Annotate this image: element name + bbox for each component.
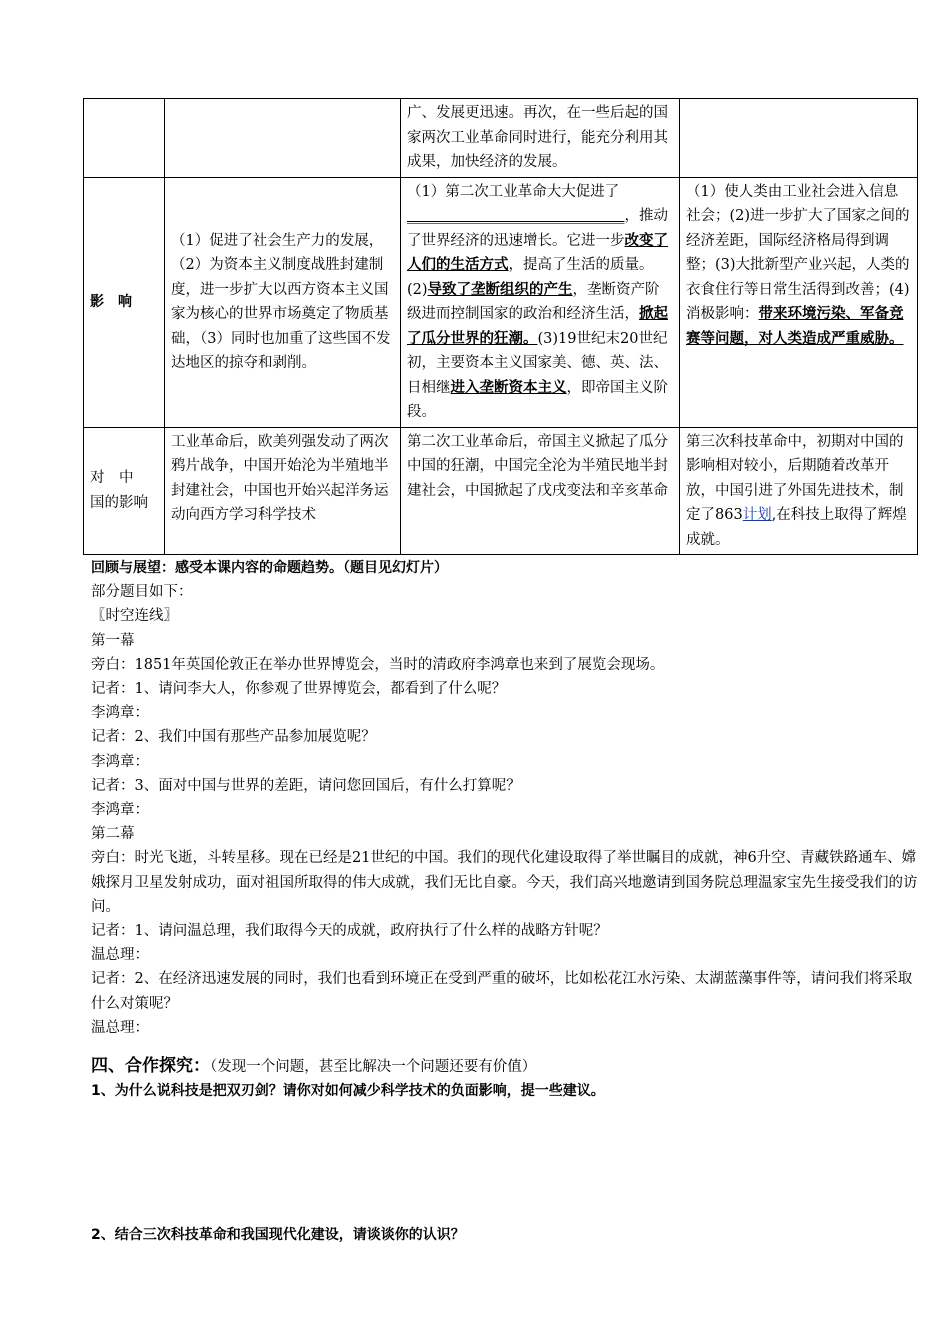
cell-text: ,在科技上取得了辉煌成就。 bbox=[686, 507, 907, 548]
table-cell bbox=[680, 427, 918, 555]
underlined-text: 导致了垄断组织的产生 bbox=[427, 280, 573, 298]
cell-text: (3)19世纪末20世纪初，主要资本主义国家美、德、英、法、日相继 bbox=[407, 330, 668, 396]
comparison-table bbox=[83, 98, 918, 555]
underlined-text: 进入垄断资本主义 bbox=[450, 378, 567, 396]
table-cell: 广、发展更迅速。再次，在一些后起的国家两次工业革命同时进行，能充分利用其成果，加快经济的发展。 bbox=[401, 99, 680, 178]
table-cell: （1）促进了社会生产力的发展，（2）为资本主义制度战胜封建制度，进一步扩大以西方资本主义国家为核心的世界市场奠定了物质基础，（3）同时也加重了这些国不发达地区的掠夺和剥削。 bbox=[165, 177, 401, 427]
text-paragraph: 记者：2、在经济迅速发展的同时，我们也看到环境正在受到严重的破坏，比如松花江水污染、太湖蓝藻事件等，请问我们将采取什么对策呢？ bbox=[91, 971, 913, 1012]
text-paragraph: 旁白：时光飞逝，斗转星移。现在已经是21世纪的中国。我们的现代化建设取得了举世瞩目的成就，神6升空、青藏铁路通车、嫦娥探月卫星发射成功，面对祖国所取得的伟大成就，我们无比自豪。今天，我们高兴地邀请到国务院总理温家宝先生接受我们的访问。 bbox=[91, 850, 918, 915]
text-line: 记者：2、我们中国有那些产品参加展览呢？ bbox=[91, 729, 376, 746]
cell-text: ，即帝国主义阶段。 bbox=[407, 379, 668, 420]
text-line: 第二幕 bbox=[91, 826, 135, 843]
text-line: 记者：1、请问温总理，我们取得今天的成就，政府执行了什么样的战略方针呢？ bbox=[91, 923, 608, 940]
review-heading: 回顾与展望：感受本课内容的命题趋势。（题目见幻灯片） bbox=[91, 560, 448, 576]
text-line: 旁白：1851年英国伦敦正在举办世界博览会，当时的清政府李鸿章也来到了展览会现场。 bbox=[91, 656, 665, 673]
row-header-influence: 影 响 bbox=[84, 177, 165, 427]
text-line: 李鸿章： bbox=[91, 802, 149, 819]
section-subtitle: （发现一个问题，甚至比解决一个问题还要有价值） bbox=[210, 1059, 537, 1076]
cell-text: （1）使人类由工业社会进入信息社会；(2)进一步扩大了国家之间的经济差距，国际经济格局得到调整；(3)大批新型产业兴起，人类的衣食住行等日常生活得到改善；(4)消极影响： bbox=[686, 183, 910, 322]
text-line: 记者：1、请问李大人，你参观了世界博览会，都看到了什么呢？ bbox=[91, 681, 507, 698]
cell-text: 第三次科技革命中，初期对中国的影响相对较小，后期随着改革开放，中国引进了外国先进技术，制定了863 bbox=[686, 433, 904, 523]
question-2: 2、结合三次科技革命和我国现代化建设，请谈谈你的认识？ bbox=[91, 1227, 465, 1244]
text-line: 记者：3、面对中国与世界的差距，请问您回国后，有什么打算呢？ bbox=[91, 777, 521, 794]
underlined-text: 掀起了瓜分世界的狂潮。 bbox=[407, 305, 668, 347]
text-line: 李鸿章： bbox=[91, 705, 149, 722]
row-header-china-impact: 对 中 国的影响 bbox=[84, 427, 165, 555]
section4-heading bbox=[91, 1054, 921, 1079]
fill-blank: ______________________________ bbox=[407, 208, 625, 224]
table-cell bbox=[401, 177, 680, 427]
question-1: 1、为什么说科技是把双刃剑？请你对如何减少科学技术的负面影响，提一些建议。 bbox=[91, 1083, 605, 1100]
table-cell bbox=[680, 177, 918, 427]
text-line: 温总理： bbox=[91, 947, 149, 964]
table-cell: 工业革命后，欧美列强发动了两次鸦片战争，中国开始沦为半殖地半封建社会，中国也开始兴起洋务运动向西方学习科学技术 bbox=[165, 427, 401, 555]
table-cell bbox=[84, 99, 165, 178]
table-cell bbox=[680, 99, 918, 178]
text-line: 李鸿章： bbox=[91, 753, 149, 770]
table-row bbox=[84, 177, 918, 427]
table-cell bbox=[165, 99, 401, 178]
table-row bbox=[84, 427, 918, 555]
underlined-text: 带来环境污染、军备竞赛等问题，对人类造成严重威胁。 bbox=[686, 305, 904, 347]
underlined-text: 改变了人们的生活方式 bbox=[407, 231, 668, 273]
text-line: 第一幕 bbox=[91, 632, 135, 649]
text-line: 温总理： bbox=[91, 1019, 149, 1036]
table-cell: 第二次工业革命后，帝国主义掀起了瓜分中国的狂潮，中国完全沦为半殖民地半封建社会，中国掀起了戊戌变法和辛亥革命 bbox=[401, 427, 680, 555]
cell-text: ，推动了世界经济的迅速增长。它进一步 bbox=[407, 208, 668, 249]
cell-text: ，提高了生活的质量。(2) bbox=[407, 257, 654, 298]
table-row bbox=[84, 99, 918, 178]
cell-text: （1）第二次工业革命大大促进了 bbox=[407, 183, 620, 200]
section-title: 四、合作探究： bbox=[91, 1056, 210, 1077]
cell-text: ，垄断资产阶级进而控制国家的政治和经济生活， bbox=[407, 281, 660, 322]
text-line: 部分题目如下： bbox=[91, 584, 193, 601]
text-line: 〖时空连线〗 bbox=[91, 608, 178, 625]
plan-link[interactable]: 计划 bbox=[742, 507, 772, 523]
review-section bbox=[91, 556, 921, 1248]
